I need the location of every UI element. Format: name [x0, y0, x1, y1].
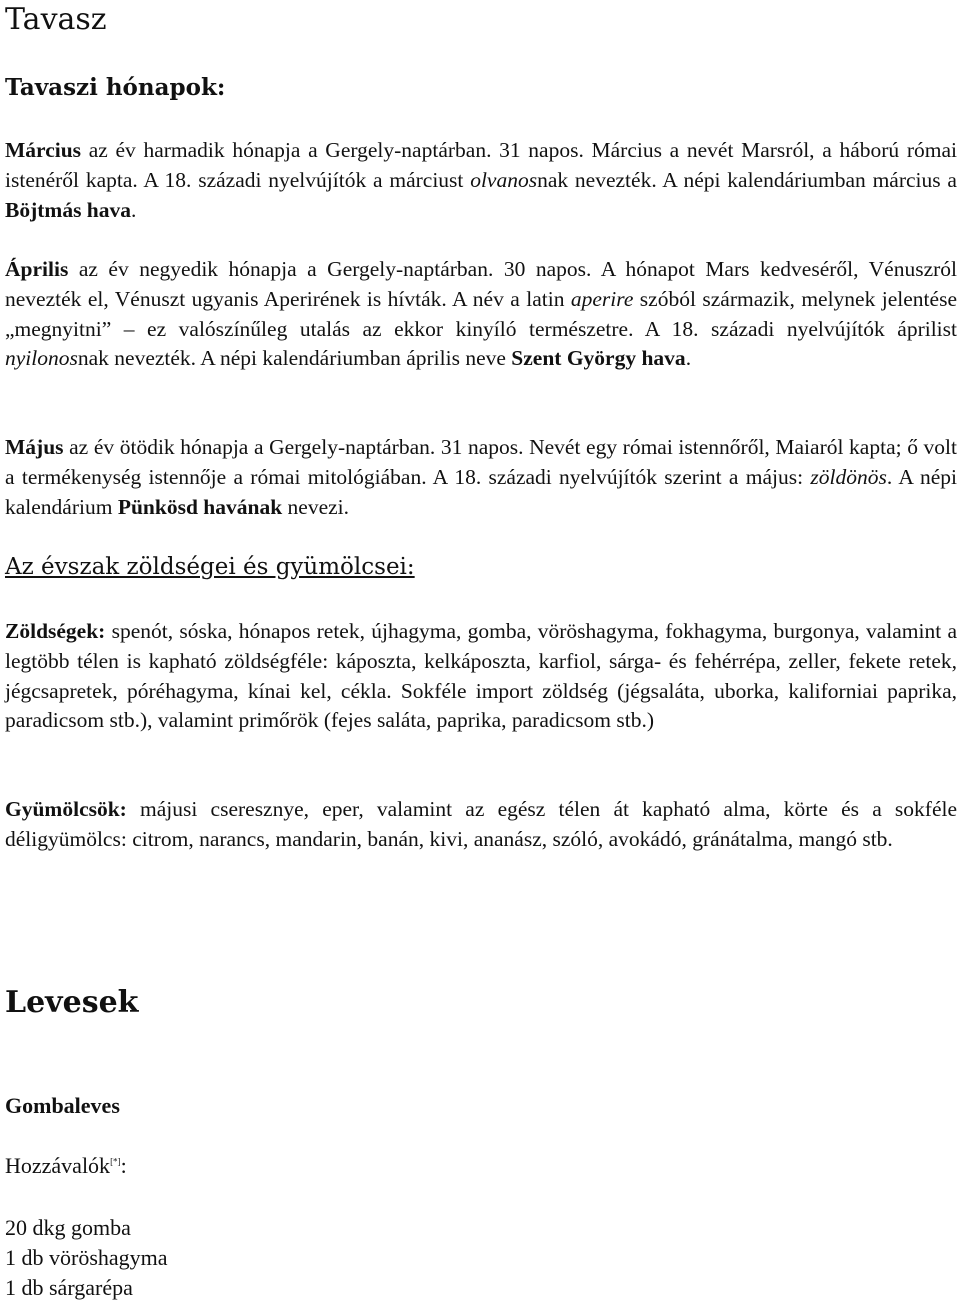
zoldsegek-label: Zöldségek:: [5, 619, 106, 643]
majus-text-3: nevezi.: [282, 494, 350, 519]
majus-text: az év ötödik hónapja a Gergely-naptárban. 31 napos. Nevét egy római istennőről, Maiaról kapta; ő volt a termékenység istennője a római mitológiában. A 18. századi nyelvújítók szerint a május:: [5, 435, 957, 489]
marcius-text: az év harmadik hónapja a Gergely-naptárban. 31 napos. Március a nevét Marsról, a háború római istenéről kapta. A 18. századi nyelvújítók a márciust: [5, 138, 957, 192]
aprilis-name: Április: [5, 257, 69, 281]
months-heading: Tavaszi hónapok:: [5, 74, 226, 101]
gyumolcsok-label: Gyümölcsök:: [5, 797, 127, 821]
aprilis-text-4: .: [685, 346, 692, 371]
marcius-text-2: nak nevezték. A népi kalendáriumban március a: [537, 167, 957, 192]
aprilis-text: az év negyedik hónapja a Gergely-naptárban. 30 napos. A hónapot Mars kedveséről, Vénuszról nevezték el, Vénuszt ugyanis Aperirének is hívták. A név a latin: [5, 257, 957, 311]
marcius-bold-end: Böjtmás hava: [5, 197, 132, 222]
marcius-text-3: .: [131, 197, 137, 222]
aprilis-text-2: szóból származik, melynek jelentése „megnyitni” – ez valószínűleg utalás az ekkor kinyíló természetre. A 18. századi nyelvújítók áprilist: [5, 286, 957, 341]
zoldsegek-paragraph: [5, 617, 957, 736]
page-title: Tavasz: [5, 2, 107, 37]
majus-italic: zöldönös: [810, 464, 887, 489]
ingredients-label: Hozzávalók: [5, 1153, 111, 1178]
ingredient-item: 1 db sárgarépa: [5, 1275, 133, 1300]
marcius-paragraph: [5, 136, 957, 225]
ingredient-item: 1 db vöröshagyma: [5, 1245, 168, 1270]
ingredients-list: [5, 1213, 957, 1303]
recipe-title: Gombaleves: [5, 1093, 120, 1118]
ingredient-item: 20 dkg gomba: [5, 1215, 131, 1240]
vegetables-heading: Az évszak zöldségei és gyümölcsei:: [5, 554, 415, 580]
soups-heading: Levesek: [5, 985, 139, 1020]
marcius-italic: olvanos: [470, 167, 538, 192]
majus-text-2: . A népi kalendárium: [5, 464, 957, 519]
aprilis-bold-end: Szent György hava: [511, 346, 686, 371]
gyumolcsok-paragraph: [5, 795, 957, 855]
aprilis-italic-1: aperire: [570, 286, 634, 311]
marcius-name: Március: [5, 138, 82, 162]
majus-bold-end: Pünkösd havának: [117, 494, 283, 519]
aprilis-paragraph: [5, 255, 957, 374]
footnote-link[interactable]: [*]: [110, 1156, 121, 1167]
zoldsegek-text: spenót, sóska, hónapos retek, újhagyma, gomba, vöröshagyma, fokhagyma, burgonya, valamint a legtöbb télen is kapható zöldségféle: káposzta, kelkáposzta, karfiol, sárga- és fehérrépa, zeller, fekete retek, jégcsapretek, póréhagyma, kínai kel, cékla. Sokféle import zöldség (jégsaláta, uborka, kaliforniai paprika, paradicsom stb.), valamint primőrök (fejes saláta, paprika, paradicsom stb.): [5, 619, 957, 733]
ingredients-colon: :: [120, 1153, 127, 1178]
majus-name: Május: [5, 435, 64, 459]
gyumolcsok-text: májusi cseresznye, eper, valamint az egész télen át kapható alma, körte és a sokféle déligyümölcs: citrom, narancs, mandarin, banán, kivi, ananász, szóló, avokádó, gránátalma, mangó stb.: [5, 797, 957, 851]
aprilis-italic-2: nyilonos: [5, 346, 78, 371]
majus-paragraph: [5, 433, 957, 522]
ingredients-heading: [5, 1153, 957, 1179]
aprilis-text-3: nak nevezték. A népi kalendáriumban április neve: [77, 346, 512, 371]
